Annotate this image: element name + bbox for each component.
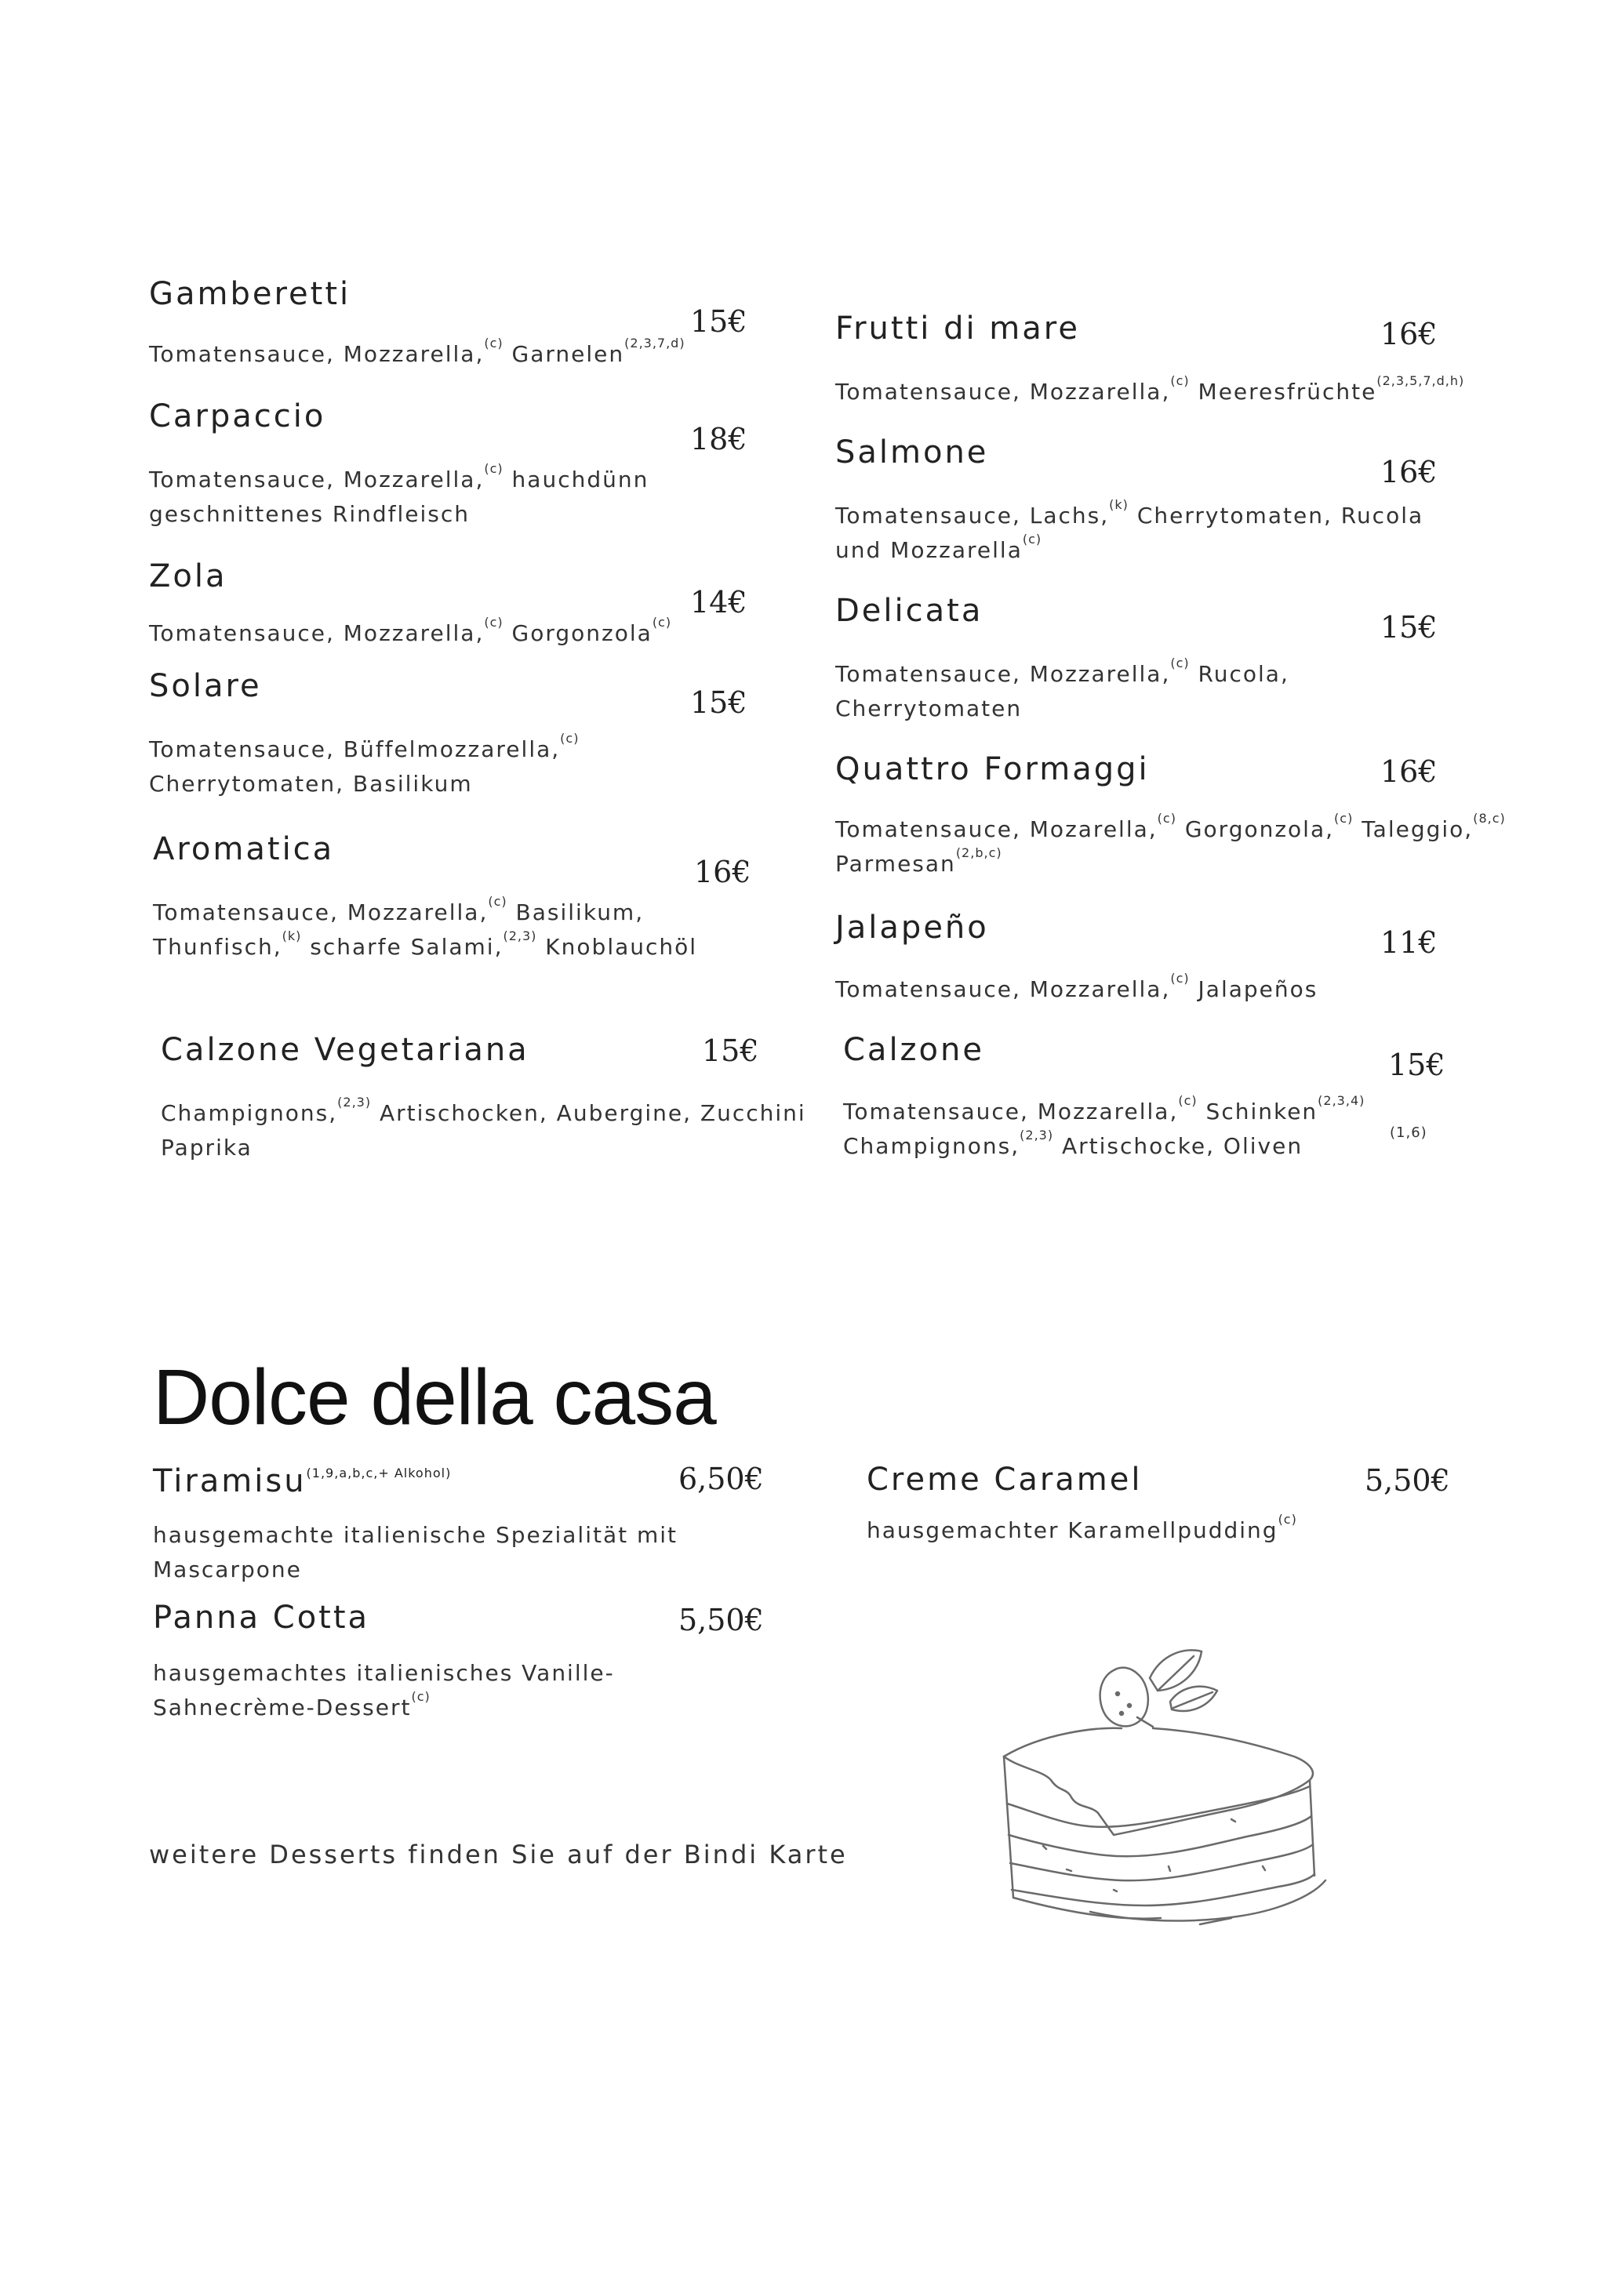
allergen-note: (2,b,c)	[955, 845, 1002, 860]
allergen-note: (c)	[484, 461, 504, 476]
description-line	[835, 847, 1506, 881]
allergen-tag: (1,6)	[1390, 1124, 1427, 1141]
description-line	[149, 497, 649, 532]
description-line	[835, 812, 1506, 847]
description-line	[149, 767, 579, 801]
item-price: 15€	[702, 1034, 759, 1068]
item-price: 16€	[1380, 455, 1438, 489]
description-text: Sahnecrème-Dessert	[153, 1695, 412, 1720]
allergen-note: (c)	[1170, 656, 1190, 670]
item-price: 16€	[1380, 754, 1438, 789]
description-text: Mascarpone	[153, 1557, 302, 1582]
description-line	[153, 930, 697, 965]
description-text: Schinken	[1197, 1099, 1318, 1124]
item-description	[835, 972, 1318, 1007]
item-name: Calzone Vegetariana	[161, 1032, 529, 1068]
dessert-name: Creme Caramel	[867, 1462, 1143, 1498]
description-text: Paprika	[161, 1135, 253, 1161]
allergen-note: (2,3)	[503, 928, 537, 943]
item-price: 16€	[1380, 317, 1438, 351]
description-line	[153, 1518, 678, 1553]
description-text: Artischocke, Oliven	[1053, 1133, 1303, 1159]
allergen-note: (c)	[560, 731, 580, 746]
description-text: geschnittenes Rindfleisch	[149, 501, 471, 527]
item-description	[835, 375, 1464, 409]
cake-slice-illustration	[996, 1631, 1341, 1929]
item-description	[835, 657, 1289, 726]
allergen-note: (c)	[1022, 532, 1042, 547]
item-description	[153, 896, 697, 965]
description-text: Cherrytomaten, Basilikum	[149, 771, 473, 797]
item-description	[835, 812, 1506, 881]
dessert-name: Tiramisu$^{(1,9,a,b,c,+ Alkohol)}$	[153, 1463, 452, 1499]
item-description	[149, 463, 649, 532]
description-text: Gorgonzola,	[1176, 816, 1335, 842]
description-text: Artischocken, Aubergine, Zucchini	[371, 1100, 806, 1126]
description-text: Thunfisch,	[153, 934, 282, 960]
item-name: Solare	[149, 668, 262, 704]
description-text: und Mozzarella	[835, 537, 1023, 563]
description-line	[835, 657, 1289, 692]
item-name: Frutti di mare	[835, 311, 1080, 347]
description-line	[149, 616, 671, 651]
description-text: hausgemachtes italienisches Vanille-	[153, 1660, 615, 1686]
allergen-note: (c)	[1157, 811, 1176, 826]
description-line	[149, 337, 685, 372]
description-line	[835, 499, 1423, 533]
item-name: Quattro Formaggi	[835, 751, 1150, 787]
item-price: 11€	[1380, 925, 1438, 960]
description-line	[867, 1513, 1297, 1548]
allergen-note: (2,3,5,7,d,h)	[1376, 373, 1465, 388]
description-text: Parmesan	[835, 851, 956, 877]
footer-note: weitere Desserts finden Sie auf der Bindi Karte	[149, 1840, 848, 1869]
description-line	[835, 375, 1464, 409]
item-price: 14€	[690, 585, 747, 619]
allergen-note: (c)	[411, 1689, 431, 1704]
description-line	[161, 1096, 806, 1131]
description-text: Tomatensauce, Mozzarella,	[153, 899, 489, 925]
allergen-note: (8,c)	[1473, 811, 1506, 826]
description-line	[843, 1129, 1365, 1164]
description-text: hausgemachter Karamellpudding	[867, 1517, 1278, 1543]
description-text: Tomatensauce, Büffelmozzarella,	[149, 736, 561, 762]
dessert-name: Panna Cotta	[153, 1600, 370, 1636]
description-text: Rucola,	[1189, 661, 1289, 687]
item-price: 15€	[690, 685, 747, 720]
item-description	[843, 1095, 1365, 1164]
description-text: Tomatensauce, Mozzarella,	[835, 379, 1171, 405]
description-text: Tomatensauce, Mozzarella,	[843, 1099, 1179, 1124]
item-description	[161, 1096, 806, 1165]
allergen-note: (c)	[1278, 1512, 1297, 1527]
description-text: Knoblauchöl	[536, 934, 698, 960]
allergen-note: (c)	[1170, 971, 1190, 986]
description-text: Champignons,	[161, 1100, 338, 1126]
dessert-price: 6,50€	[678, 1462, 764, 1496]
description-line	[153, 896, 697, 930]
item-name: Jalapeño	[835, 910, 989, 946]
dessert-price: 5,50€	[1365, 1463, 1450, 1498]
description-line	[843, 1095, 1365, 1129]
description-text: Tomatensauce, Mozzarella,	[149, 467, 485, 492]
dessert-description	[153, 1518, 678, 1587]
item-name: Aromatica	[153, 831, 335, 867]
item-name: Delicata	[835, 593, 983, 629]
item-price: 16€	[694, 855, 751, 889]
allergen-note: (k)	[282, 928, 302, 943]
allergen-note: (2,3,4)	[1318, 1093, 1365, 1108]
dessert-description	[867, 1513, 1297, 1548]
item-price: 15€	[1388, 1048, 1445, 1082]
description-text: Tomatensauce, Mozzarella,	[149, 341, 485, 367]
allergen-note: (c)	[1178, 1093, 1198, 1108]
description-text: Garnelen	[503, 341, 625, 367]
description-line	[153, 1553, 678, 1587]
description-line	[149, 732, 579, 767]
description-line	[153, 1691, 615, 1725]
description-text: Tomatensauce, Mozzarella,	[149, 620, 485, 646]
allergen-note: (c)	[652, 615, 672, 630]
dessert-price: 5,50€	[678, 1603, 764, 1637]
item-price: 15€	[1380, 610, 1438, 645]
description-text: hausgemachte italienische Spezialität mit	[153, 1522, 678, 1548]
description-text: Cherrytomaten	[835, 696, 1023, 721]
allergen-note: (c)	[488, 894, 507, 909]
item-description	[149, 337, 685, 372]
section-heading: Dolce della casa	[153, 1353, 716, 1441]
item-description	[835, 499, 1423, 568]
item-name: Gamberetti	[149, 276, 351, 312]
description-text: Cherrytomaten, Rucola	[1128, 503, 1424, 529]
description-text: hauchdünn	[503, 467, 649, 492]
description-text: Tomatensauce, Lachs,	[835, 503, 1110, 529]
allergen-note: (2,3)	[337, 1095, 372, 1110]
description-text: Basilikum,	[507, 899, 645, 925]
description-text: Meeresfrüchte	[1189, 379, 1377, 405]
description-text: Tomatensauce, Mozzarella,	[835, 976, 1171, 1002]
description-text: Taleggio,	[1353, 816, 1474, 842]
description-text: Champignons,	[843, 1133, 1020, 1159]
dessert-description	[153, 1656, 615, 1725]
description-text: Jalapeños	[1189, 976, 1318, 1002]
description-text: Gorgonzola	[503, 620, 653, 646]
allergen-note: (2,3,7,d)	[624, 336, 685, 351]
description-line	[835, 972, 1318, 1007]
description-line	[161, 1131, 806, 1165]
description-line	[835, 692, 1289, 726]
item-description	[149, 616, 671, 651]
description-text: Tomatensauce, Mozarella,	[835, 816, 1158, 842]
item-name: Calzone	[843, 1032, 984, 1068]
item-price: 18€	[690, 422, 747, 456]
allergen-note: (k)	[1109, 497, 1129, 512]
allergen-note: (2,3)	[1020, 1128, 1054, 1143]
description-line	[835, 533, 1423, 568]
description-text: Tomatensauce, Mozzarella,	[835, 661, 1171, 687]
allergen-note: (c)	[484, 336, 504, 351]
item-description	[149, 732, 579, 801]
item-name: Carpaccio	[149, 398, 326, 434]
allergen-note: (c)	[1334, 811, 1354, 826]
item-price: 15€	[690, 304, 747, 339]
allergen-note: (c)	[484, 615, 504, 630]
description-line	[153, 1656, 615, 1691]
allergen-note: (c)	[1170, 373, 1190, 388]
description-text: scharfe Salami,	[301, 934, 504, 960]
description-line	[149, 463, 649, 497]
item-name: Salmone	[835, 434, 989, 470]
item-name: Zola	[149, 558, 227, 594]
